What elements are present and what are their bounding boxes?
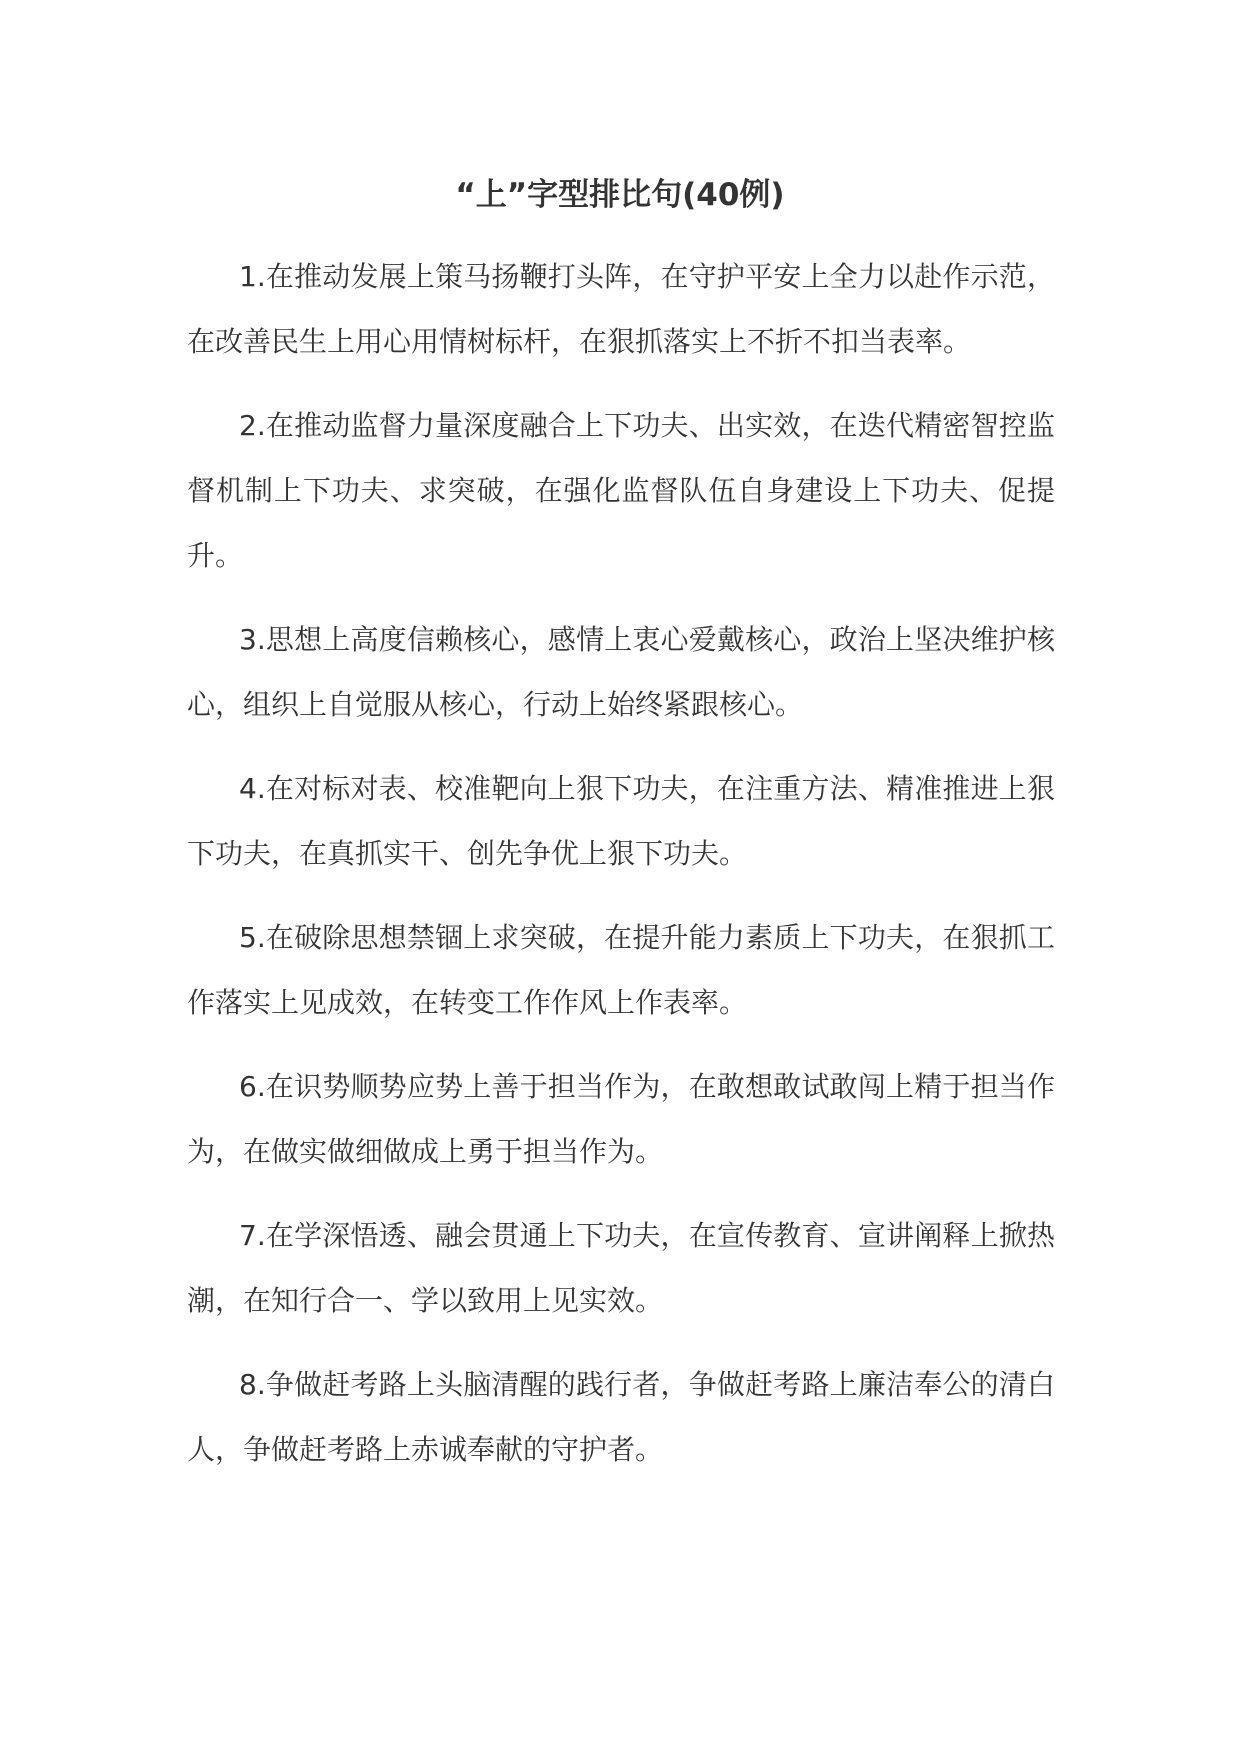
paragraph-4: 4.在对标对表、校准靶向上狠下功夫，在注重方法、精准推进上狠下功夫，在真抓实干、创先争优上狠下功夫。 — [187, 772, 1055, 870]
paragraph-7: 7.在学深悟透、融会贯通上下功夫，在宣传教育、宣讲阐释上掀热潮，在知行合一、学以致用上见实效。 — [187, 1219, 1055, 1317]
paragraph-6: 6.在识势顺势应势上善于担当作为，在敢想敢试敢闯上精于担当作为，在做实做细做成上勇于担当作为。 — [187, 1070, 1055, 1168]
paragraph-3: 3.思想上高度信赖核心，感情上衷心爱戴核心，政治上坚决维护核心，组织上自觉服从核心，行动上始终紧跟核心。 — [187, 623, 1055, 721]
paragraph-1: 1.在推动发展上策马扬鞭打头阵，在守护平安上全力以赴作示范，在改善民生上用心用情树标杆，在狠抓落实上不折不扣当表率。 — [187, 260, 1055, 358]
document-title: “上”字型排比句(40例) — [455, 177, 785, 213]
paragraph-8: 8.争做赶考路上头脑清醒的践行者，争做赶考路上廉洁奉公的清白人，争做赶考路上赤诚奉献的守护者。 — [187, 1368, 1055, 1466]
document-body — [187, 244, 1055, 1501]
paragraph-5: 5.在破除思想禁锢上求突破，在提升能力素质上下功夫，在狠抓工作落实上见成效，在转变工作作风上作表率。 — [187, 921, 1055, 1019]
paragraph-2: 2.在推动监督力量深度融合上下功夫、出实效，在迭代精密智控监督机制上下功夫、求突破，在强化监督队伍自身建设上下功夫、促提升。 — [187, 409, 1055, 572]
